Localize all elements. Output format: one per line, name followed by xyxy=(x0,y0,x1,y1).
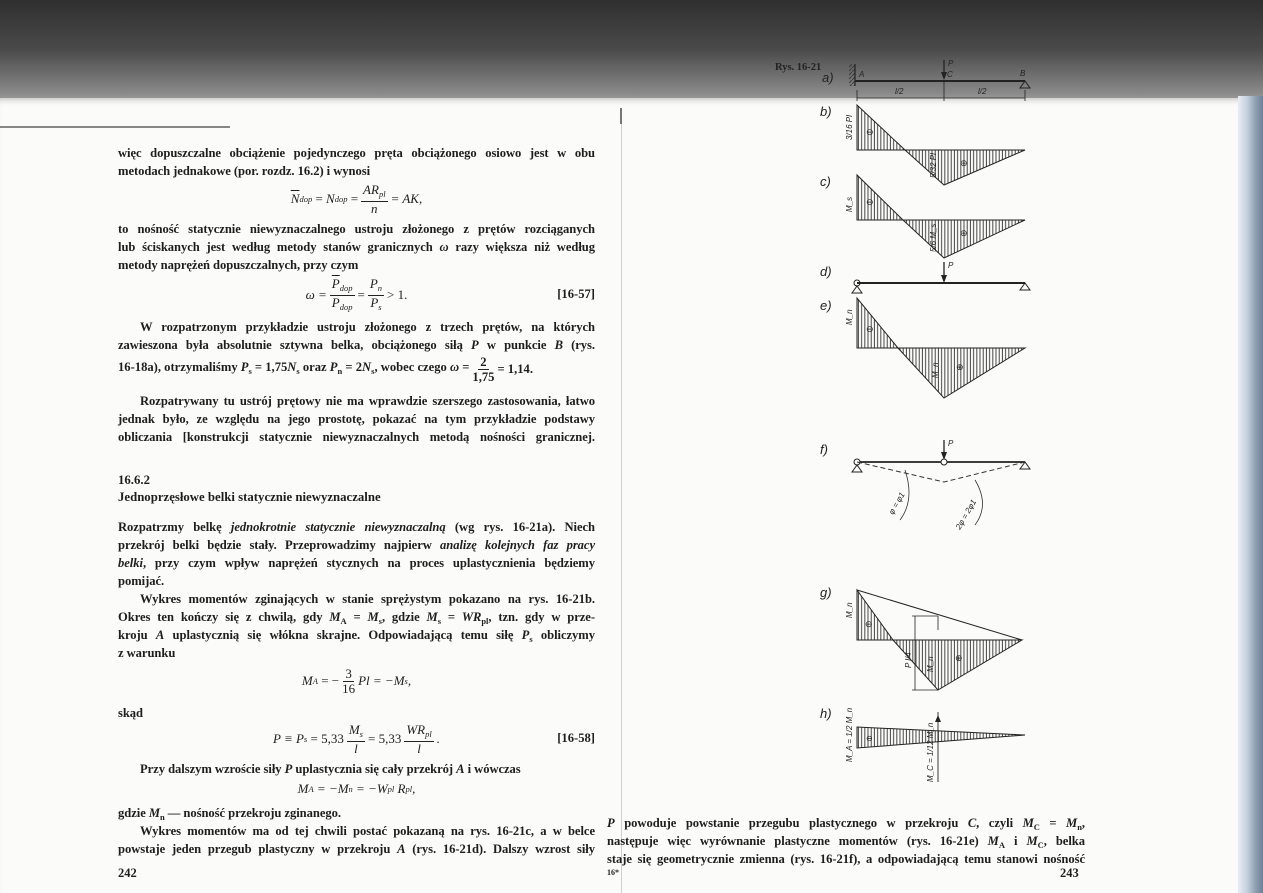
eq-den: 16 xyxy=(342,680,356,696)
text-run: pomijać. xyxy=(118,574,165,588)
eq-sub: dop xyxy=(339,301,353,312)
subscript: pl xyxy=(481,616,489,626)
eq-lhs: M xyxy=(301,673,313,688)
eq-den: n xyxy=(371,200,378,216)
eq-num: M xyxy=(348,721,360,737)
page-number-left: 242 xyxy=(118,866,137,880)
eq-sub: s xyxy=(359,728,363,739)
math-symbol: jednokrotnie statycznie niewyznaczalną xyxy=(230,520,446,534)
subscript: n xyxy=(337,366,343,376)
eq-sub: dop xyxy=(334,194,348,204)
math-symbol: C xyxy=(967,816,977,830)
pin-support-icon xyxy=(1020,81,1030,88)
eq-end: , xyxy=(407,673,412,688)
eq-sub: s xyxy=(303,734,308,744)
eq-sub: pl xyxy=(387,784,395,794)
eq-sub: pl xyxy=(405,784,413,794)
eq-rhs: = AK, xyxy=(390,191,423,206)
math-symbol: A xyxy=(155,628,165,642)
text-run: = 2 xyxy=(342,360,363,374)
text-run: , przy czym wpływ naprężeń stycznych na proces uplastycznienia będziemy xyxy=(142,556,595,570)
plus-sign-icon: ⊕ xyxy=(960,158,968,168)
math-symbol: A xyxy=(397,842,406,856)
section-number: 16.6.2 xyxy=(118,473,150,487)
text-run: , belka xyxy=(1043,834,1085,848)
moment-value-label: M_n xyxy=(926,656,935,672)
math-symbol: belki xyxy=(118,556,143,570)
moment-area-positive xyxy=(903,220,1025,258)
eq-lhs: M xyxy=(297,781,309,796)
panel-label-f: f) xyxy=(820,442,828,457)
math-symbol: M xyxy=(367,610,379,624)
text-run: Wykres momentów zginających w stanie sprężystym pokazano na rys. 16-21b. xyxy=(140,592,595,606)
text-run: Wykres momentów ma od tej chwili postać pokazaną na rys. 16-21c, a w belce xyxy=(140,824,595,838)
math-symbol: P xyxy=(329,360,338,374)
eq-sub: A xyxy=(312,676,318,686)
text-run: (rys. 16-21d). Dalszy wzrost siły xyxy=(405,842,595,856)
dimension-label: l/2 xyxy=(895,87,904,96)
panel-label-c: c) xyxy=(820,174,831,189)
panel-label-e: e) xyxy=(820,298,832,313)
eq-den: l xyxy=(417,740,421,756)
text-run: oraz xyxy=(299,360,330,374)
moment-value-label: M_n xyxy=(845,602,854,618)
eq-coef: = 5,33 xyxy=(310,731,344,746)
subscript: s xyxy=(529,634,533,644)
math-symbol: ω xyxy=(439,240,449,254)
eq-sub: A xyxy=(308,784,314,794)
moment-value-label: M_n xyxy=(931,362,940,378)
text-run: metody naprężeń dopuszczalnych, przy czym xyxy=(118,258,359,272)
text-line xyxy=(607,814,1085,832)
plus-sign-icon: ⊕ xyxy=(956,362,964,372)
text-run: = xyxy=(440,610,462,624)
text-run: W rozpatrzonym przykładzie ustroju złożonego z trzech prętów, na których xyxy=(140,320,595,334)
eq-sub: s xyxy=(378,301,382,312)
eq-sub: n xyxy=(348,784,353,794)
text-run: 16-18a), otrzymaliśmy xyxy=(118,360,241,374)
plus-sign-icon: ⊕ xyxy=(955,653,963,663)
moment-value-label: 3/16 Pl xyxy=(845,115,854,140)
eq-end: . xyxy=(436,731,440,746)
moment-value-label: M_A = 1/2 M_n xyxy=(845,707,854,762)
subscript: s xyxy=(378,616,382,626)
text-run: to nośność statycznie niewyznaczalnego ustroju złożonego z prętów rozciąganych xyxy=(118,222,595,236)
text-run: więc dopuszczalne obciążenie pojedynczego pręta obciążonego osiowo jest w obu xyxy=(118,146,595,160)
eq-den: 1,75 xyxy=(472,369,495,384)
math-symbol: M xyxy=(148,806,160,820)
equation-number: [16-58] xyxy=(557,731,595,745)
math-symbol: ω xyxy=(449,360,460,374)
eq-sub: pl xyxy=(378,188,386,199)
arrow-head-icon xyxy=(941,275,947,283)
text-run: metodach jednakowe (por. rozdz. 16.2) i wynosi xyxy=(118,164,371,178)
text-run: Rozpatrywany tu ustrój prętowy nie ma wprawdzie szerszego zastosowania, łatwo xyxy=(140,394,595,408)
eq-lhs: P ≡ P xyxy=(273,731,304,746)
fixed-support-icon xyxy=(849,64,855,86)
math-symbol: N xyxy=(362,360,372,374)
text-run: skąd xyxy=(118,706,144,720)
pin-support-icon xyxy=(852,286,862,293)
pin-support-icon xyxy=(1020,283,1030,290)
eq-num: WR xyxy=(406,721,426,737)
text-run: przekrój belki będzie stały. Przeprowadzimy najpierw xyxy=(118,538,441,552)
moment-value-label: M_n xyxy=(845,309,854,325)
text-run: zawieszona była absolutnie sztywna belka, obciążonego siłą xyxy=(118,338,472,352)
panel-label-g: g) xyxy=(820,585,832,600)
text-run: (rys. xyxy=(562,338,596,352)
subscript: C xyxy=(1037,840,1044,850)
eq-lhs: ω = xyxy=(305,287,327,302)
math-symbol: P xyxy=(471,338,479,352)
math-symbol: P xyxy=(284,762,293,776)
subscript: A xyxy=(340,616,347,626)
eq-rhs: Pl = −M xyxy=(358,673,405,688)
signature-mark: 16* xyxy=(607,868,619,877)
text-run: = xyxy=(1039,816,1067,830)
moment-value-label: 5/6 M_s xyxy=(929,223,938,252)
math-symbol: B xyxy=(554,338,563,352)
text-run: uplastycznią się włókna skrajne. Odpowiadającą temu siłę xyxy=(164,628,522,642)
minus-sign-icon: ⊖ xyxy=(866,197,874,207)
text-run: w punkcie xyxy=(478,338,555,352)
minus-sign-icon: ⊖ xyxy=(865,619,873,629)
math-symbol: M xyxy=(426,610,438,624)
eq-term: N xyxy=(326,191,335,206)
mechanism-line xyxy=(857,462,1025,482)
rotation-label: 2φ = 2φ1 xyxy=(953,498,979,531)
point-b-label: B xyxy=(1020,69,1026,78)
subscript: s xyxy=(437,616,441,626)
eq-op: = − xyxy=(321,673,340,688)
math-symbol: M xyxy=(1066,816,1078,830)
subscript: n xyxy=(1077,822,1082,832)
plus-sign-icon: ⊕ xyxy=(960,228,968,238)
eq-coef: = 5,33 xyxy=(367,731,402,746)
text-run: obliczymy xyxy=(532,628,595,642)
text-run: = xyxy=(346,610,368,624)
subscript: s xyxy=(296,366,300,376)
text-run: — nośność przekroju zginanego. xyxy=(164,806,341,820)
figure-caption: Rys. 16-21 xyxy=(775,62,822,73)
minus-sign-icon: ⊖ xyxy=(866,734,873,743)
moment-area-negative xyxy=(857,298,898,348)
moment-value-label: M_C = 1/12 M_n xyxy=(926,722,935,782)
text-run: z warunku xyxy=(118,646,176,660)
text-run: następuje więc wyrównanie plastyczne momentów (rys. 16-21e) xyxy=(607,834,988,848)
subscript: s xyxy=(248,366,252,376)
text-run: Przy dalszym wzroście siły xyxy=(140,762,285,776)
eq-den: P xyxy=(331,294,340,310)
eq-term: $\overline{N}$ xyxy=(290,191,300,206)
text-run: , gdzie xyxy=(381,610,427,624)
eq-rhs: = 1,14. xyxy=(497,362,533,376)
text-run: uplastycznia się cały przekrój xyxy=(292,762,457,776)
eq-sub: s xyxy=(404,676,408,686)
text-line xyxy=(607,850,1085,868)
math-symbol: WR xyxy=(461,610,482,624)
eq-sub: n xyxy=(377,282,383,293)
load-label: P xyxy=(948,59,954,68)
text-line xyxy=(607,832,1085,850)
panel-label-d: d) xyxy=(820,264,832,279)
moment-area-negative xyxy=(857,105,905,150)
eq-num: AR xyxy=(363,181,379,197)
load-label: P xyxy=(948,261,954,270)
right-page-text xyxy=(607,814,1085,868)
minus-sign-icon: ⊖ xyxy=(866,127,874,137)
math-symbol: A xyxy=(456,762,465,776)
moment-area-negative xyxy=(857,175,903,220)
equation-number: [16-57] xyxy=(557,287,595,301)
eq-sub: pl xyxy=(425,728,432,739)
eq-rhs: = −W xyxy=(356,781,388,796)
panel-label-b: b) xyxy=(820,104,832,119)
text-run: i wówczas xyxy=(464,762,521,776)
text-run: staje się geometrycznie zmienna (rys. 16-21f), a odpowiadającą temu stanowi nośność xyxy=(607,852,1085,866)
text-run: powstaje jeden przegub plastyczny w przekroju xyxy=(118,842,398,856)
subscript: s xyxy=(371,366,375,376)
text-run: = xyxy=(459,360,470,374)
eq-num: 3 xyxy=(345,665,352,681)
panel-label-a: a) xyxy=(822,70,834,85)
eq-num: 2 xyxy=(480,354,487,369)
text-run: kroju xyxy=(118,628,156,642)
eq-end: , xyxy=(412,781,416,796)
point-a-label: A xyxy=(859,70,865,79)
text-run: Okres ten kończy się z chwilą, gdy xyxy=(118,610,330,624)
eq-sub: dop xyxy=(339,282,353,293)
math-symbol: M xyxy=(1022,816,1034,830)
point-c-label: C xyxy=(947,70,953,79)
section-title: Jednoprzęsłowe belki statycznie niewyznaczalne xyxy=(118,490,381,504)
text-run: , wobec czego xyxy=(374,360,450,374)
equation-n-dop: $\overline{N}$ dop = N dop = $\frac{AR_{pl}}{n}$ = AK, xyxy=(290,181,423,216)
panel-label-h: h) xyxy=(820,706,832,721)
dimension-label: l/2 xyxy=(978,87,987,96)
dimension-label: P l/4 xyxy=(904,652,913,668)
moment-area-positive xyxy=(898,348,1025,398)
moment-value-label: M_s xyxy=(845,196,854,212)
math-symbol: N xyxy=(287,360,297,374)
text-run: , tzn. gdy w prze- xyxy=(488,610,595,624)
plastic-hinge-icon xyxy=(941,459,947,465)
text-run: powoduje powstanie przegubu plastycznego w przekroju xyxy=(614,816,968,830)
equation-16-57: ω = $\frac{\overline{P}_{dop}}{P_{dop}}$ = $\frac{P_n}{P_s}$ > 1. [16-57] xyxy=(305,275,595,312)
text-run: Rozpatrzmy belkę xyxy=(118,520,231,534)
subscript: n xyxy=(159,812,165,822)
eq-den: l xyxy=(354,740,358,756)
math-symbol: analizę kolejnych faz pracy xyxy=(440,538,595,552)
residual-moment-area xyxy=(857,727,1025,748)
eq-num: P xyxy=(369,275,378,291)
minus-sign-icon: ⊖ xyxy=(866,324,874,334)
subscript: A xyxy=(998,840,1005,850)
math-symbol: P xyxy=(521,628,530,642)
text-run: jednak było, ze względu na jego prostotę, pokazać na tym przykładzie podstawy xyxy=(118,412,595,426)
moment-area-negative xyxy=(857,590,893,640)
math-symbol: M xyxy=(329,610,341,624)
math-symbol: P xyxy=(240,360,249,374)
rotation-label: φ = φ1 xyxy=(886,490,907,516)
text-run: i xyxy=(1004,834,1027,848)
eq-mid: = −M xyxy=(316,781,349,796)
math-symbol: P xyxy=(607,816,615,830)
text-run: = 1,75 xyxy=(251,360,288,374)
text-run: obliczania [konstrukcji statycznie niewyznaczalnych metodą nośności granicznej. xyxy=(118,430,595,444)
load-label: P xyxy=(948,439,954,448)
text-run: (wg rys. 16-21a). Niech xyxy=(445,520,595,534)
text-run: , xyxy=(1081,816,1085,830)
text-run: gdzie xyxy=(118,806,149,820)
eq-den: P xyxy=(370,294,379,310)
eq-op: = xyxy=(315,191,323,206)
subscript: C xyxy=(1033,822,1040,832)
eq-rhs: > 1. xyxy=(387,287,408,302)
text-run: , czyli xyxy=(976,816,1023,830)
math-symbol: M xyxy=(1026,834,1038,848)
eq-num: $\overline{P}$ xyxy=(331,275,340,291)
text-run: lub ściskanych jest według metody stanów granicznych xyxy=(118,240,440,254)
page-number-right: 243 xyxy=(1060,866,1079,880)
moment-value-label: 5/32 Pl xyxy=(929,153,938,178)
eq-rhs: R xyxy=(397,781,406,796)
eq-sub: dop xyxy=(299,194,313,204)
math-symbol: M xyxy=(987,834,999,848)
text-run: razy większa niż według xyxy=(448,240,595,254)
